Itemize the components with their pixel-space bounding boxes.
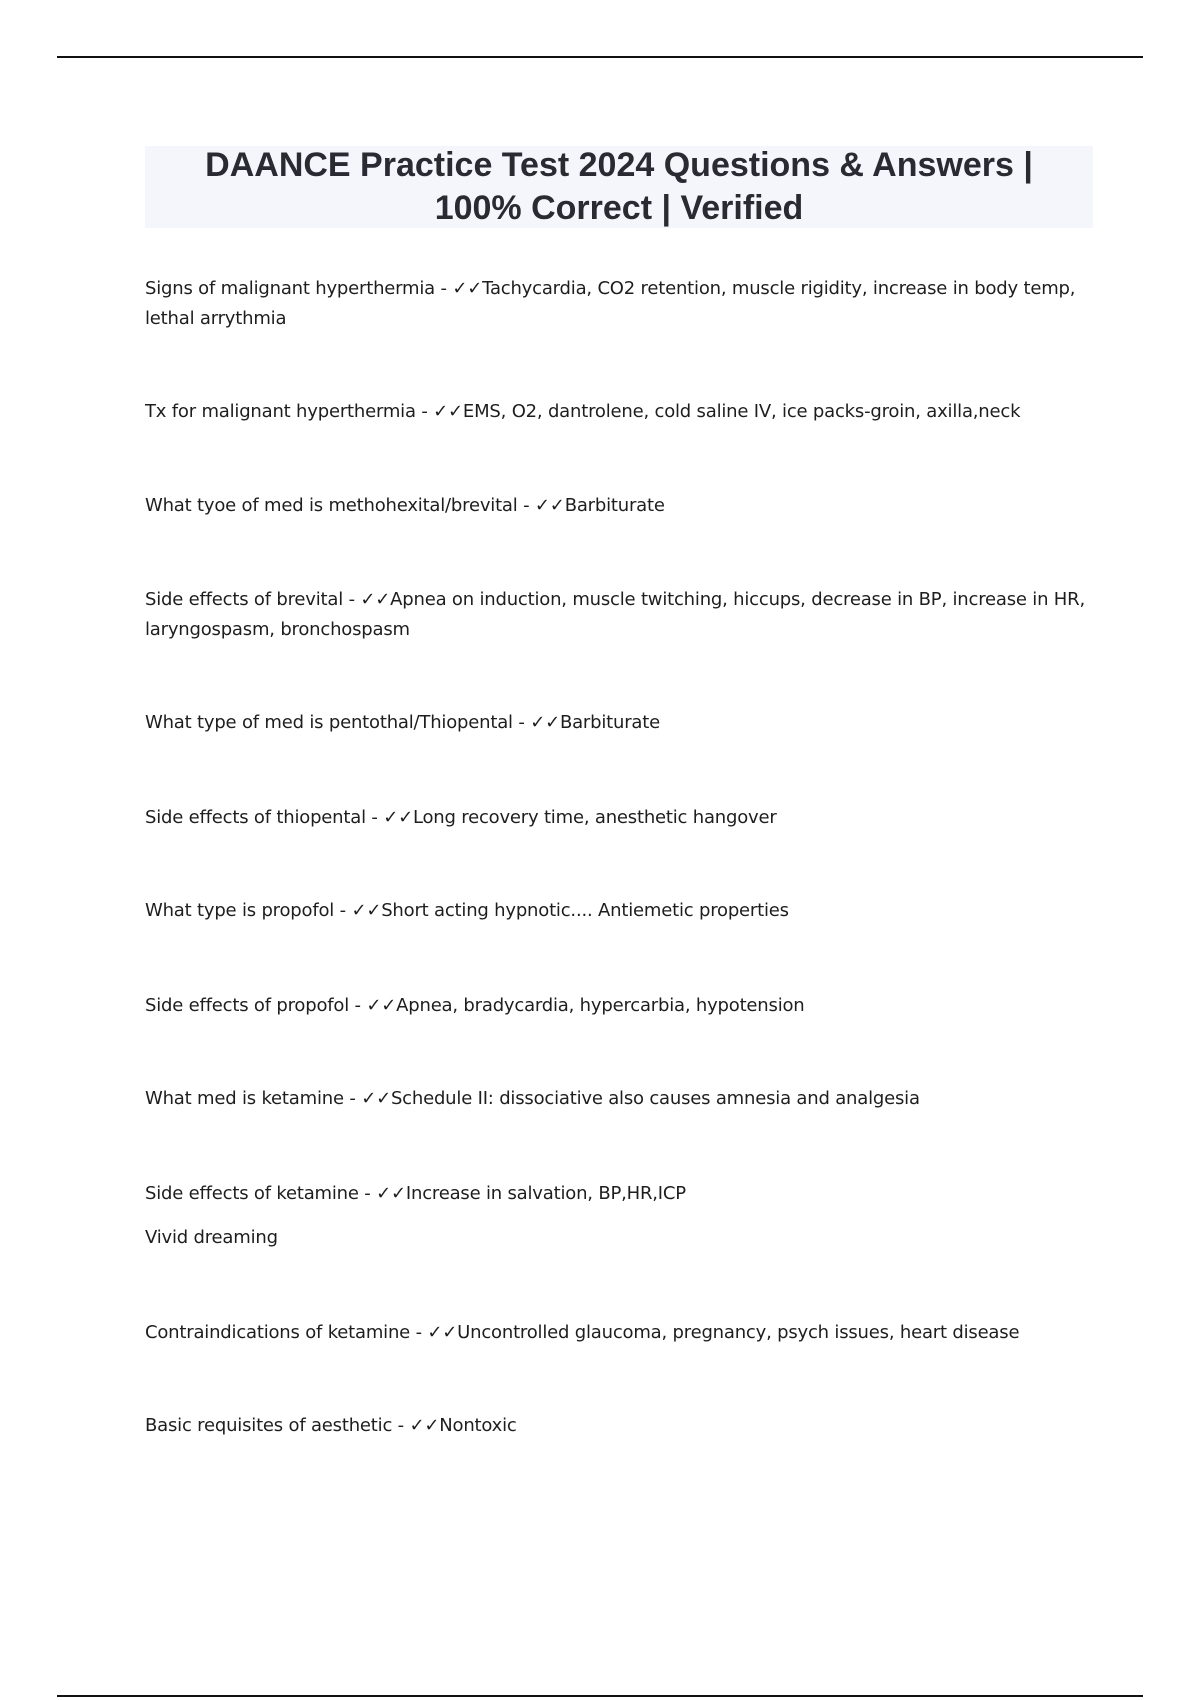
answer: Long recovery time, anesthetic hangover	[412, 807, 777, 828]
answer: Short acting hypnotic.... Antiemetic properties	[381, 900, 789, 921]
separator: -	[415, 401, 434, 422]
separator: -	[392, 1415, 410, 1436]
question: What type is propofol	[145, 900, 335, 921]
separator: -	[435, 278, 453, 299]
qa-item-11	[145, 1318, 1105, 1348]
qa-item-8	[145, 991, 1105, 1021]
separator: -	[512, 712, 531, 733]
question: Signs of malignant hyperthermia	[145, 278, 436, 299]
qa-item-4	[145, 585, 1105, 645]
answer: Schedule II: dissociative also causes amnesia and analgesia	[390, 1088, 920, 1109]
separator: -	[343, 1088, 362, 1109]
qa-item-10	[145, 1179, 1105, 1253]
bottom-divider	[57, 1695, 1143, 1697]
check-icon: ✓✓	[376, 1183, 406, 1204]
separator: -	[358, 1183, 377, 1204]
check-icon: ✓✓	[360, 589, 391, 610]
separator: -	[334, 900, 352, 921]
qa-item-2	[145, 397, 1105, 427]
question: Tx for malignant hyperthermia	[145, 401, 416, 422]
check-icon: ✓✓	[433, 401, 463, 422]
answer: Barbiturate	[559, 712, 660, 733]
question: What type of med is pentothal/Thiopental	[145, 712, 513, 733]
check-icon: ✓✓	[452, 278, 483, 299]
answer: Increase in salvation, BP,HR,ICP	[405, 1183, 686, 1204]
separator: -	[349, 995, 367, 1016]
separator: -	[343, 589, 361, 610]
answer: Apnea on induction, muscle twitching, hiccups, decrease in BP, increase in HR, laryngospasm, bronchospasm	[145, 589, 1091, 640]
separator: -	[517, 495, 535, 516]
page-title: DAANCE Practice Test 2024 Questions & Answers | 100% Correct | Verified	[205, 146, 1033, 227]
check-icon: ✓✓	[409, 1415, 440, 1436]
question: What tyoe of med is methohexital/brevital	[145, 495, 518, 516]
answer: Apnea, bradycardia, hypercarbia, hypotension	[396, 995, 805, 1016]
check-icon: ✓✓	[534, 495, 565, 516]
question: Side effects of thiopental	[145, 807, 366, 828]
question: Side effects of ketamine	[145, 1183, 359, 1204]
qa-item-5	[145, 708, 1105, 738]
qa-item-3	[145, 491, 1105, 521]
separator: -	[365, 807, 384, 828]
answer: Tachycardia, CO2 retention, muscle rigidity, increase in body temp, lethal arrythmia	[145, 278, 1081, 329]
qa-item-7	[145, 896, 1105, 926]
separator: -	[410, 1322, 428, 1343]
answer: Uncontrolled glaucoma, pregnancy, psych issues, heart disease	[457, 1322, 1020, 1343]
qa-item-9	[145, 1084, 1105, 1114]
qa-item-12	[145, 1411, 1105, 1441]
question: Basic requisites of aesthetic	[145, 1415, 393, 1436]
answer: Barbiturate	[564, 495, 665, 516]
check-icon: ✓✓	[383, 807, 413, 828]
top-divider	[57, 56, 1143, 58]
answer: Nontoxic	[439, 1415, 517, 1436]
question: Side effects of brevital	[145, 589, 344, 610]
qa-item-1	[145, 274, 1105, 334]
check-icon: ✓✓	[427, 1322, 458, 1343]
answer: EMS, O2, dantrolene, cold saline IV, ice packs-groin, axilla,neck	[462, 401, 1021, 422]
check-icon: ✓✓	[361, 1088, 391, 1109]
check-icon: ✓✓	[366, 995, 397, 1016]
qa-item-6	[145, 803, 1105, 833]
title-banner	[145, 146, 1093, 228]
check-icon: ✓✓	[530, 712, 560, 733]
question: Contraindications of ketamine	[145, 1322, 411, 1343]
answer-extra: Vivid dreaming	[145, 1227, 278, 1248]
question: Side effects of propofol	[145, 995, 350, 1016]
question: What med is ketamine	[145, 1088, 344, 1109]
check-icon: ✓✓	[351, 900, 382, 921]
